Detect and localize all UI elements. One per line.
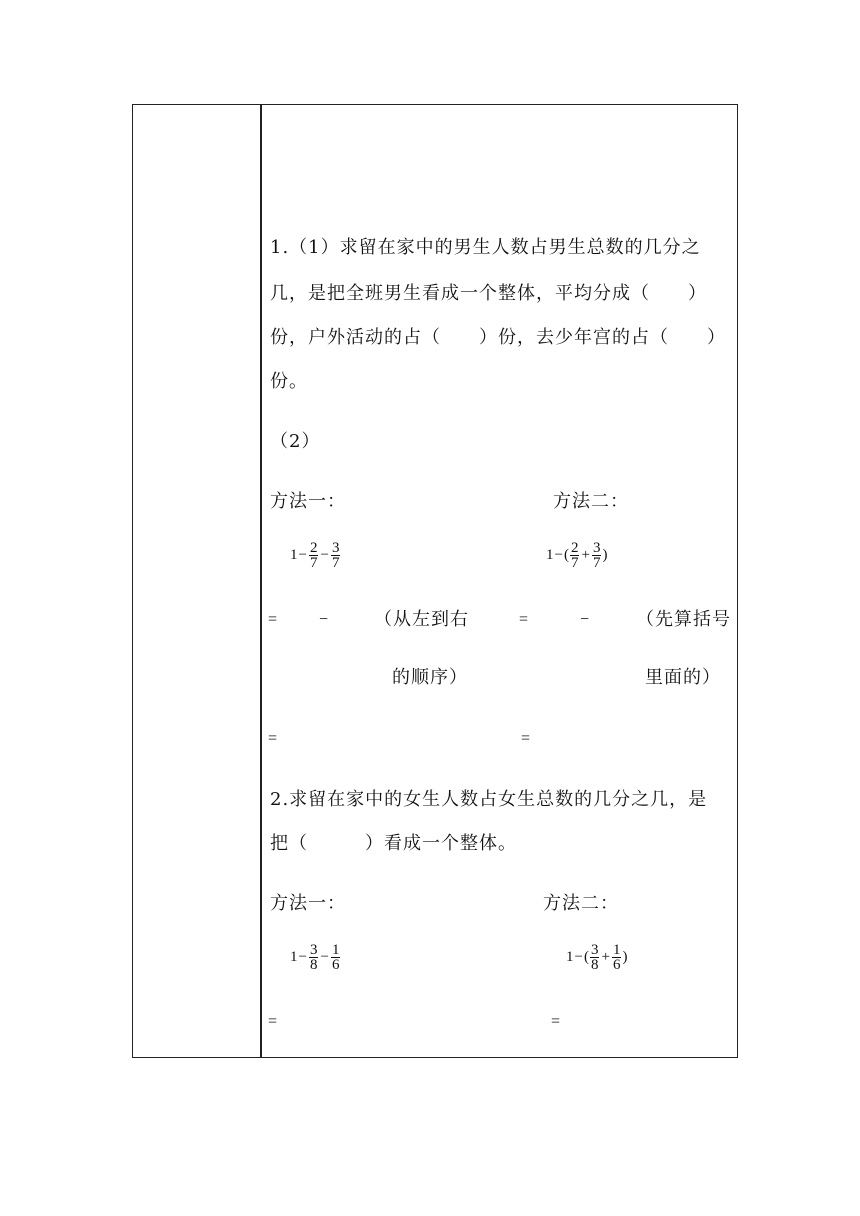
q2-line-1: 2.求留在家中的女生人数占女生总数的几分之几，是 <box>270 789 708 810</box>
numerator: 3 <box>590 942 599 958</box>
minus-sign: − <box>320 949 329 965</box>
q2-m2-equals: = <box>551 1013 562 1030</box>
q1-m1-equals-2: = <box>268 730 279 747</box>
q1-m2-note-b: 里面的） <box>645 667 721 688</box>
minus-sign: − <box>554 547 563 563</box>
column-divider <box>260 104 262 1058</box>
plus-sign: + <box>601 949 610 965</box>
q1-m2-minus: − <box>580 611 591 628</box>
q1-method-1-expression <box>290 541 341 570</box>
q1-line-2: 几，是把全班男生看成一个整体，平均分成（ ） <box>270 283 707 304</box>
q1-method-2-label: 方法二： <box>553 491 629 512</box>
numerator: 3 <box>309 942 318 958</box>
right-paren: ) <box>602 547 608 563</box>
q2-m1-equals: = <box>268 1013 279 1030</box>
denominator: 7 <box>592 555 601 571</box>
q1-m1-equals: = <box>268 611 279 628</box>
minus-sign: − <box>298 547 307 563</box>
numerator: 2 <box>309 540 318 556</box>
q1-m1-minus: − <box>319 611 330 628</box>
numerator: 2 <box>570 540 579 556</box>
whole-number: 1 <box>290 949 298 965</box>
q1-line-1: 1.（1）求留在家中的男生人数占男生总数的几分之 <box>270 237 701 258</box>
whole-number: 1 <box>546 547 554 563</box>
numerator: 3 <box>592 540 601 556</box>
fraction <box>331 943 341 972</box>
minus-sign: − <box>320 547 329 563</box>
fraction <box>570 541 580 570</box>
denominator: 6 <box>331 957 340 973</box>
q1-m1-note-a: （从左到右 <box>374 609 469 630</box>
denominator: 7 <box>570 555 579 571</box>
q1-m2-equals: = <box>519 611 530 628</box>
fraction <box>612 943 622 972</box>
numerator: 3 <box>331 540 340 556</box>
q2-method-2-label: 方法二： <box>543 893 619 914</box>
fraction <box>590 943 600 972</box>
minus-sign: − <box>298 949 307 965</box>
q1-m1-note-b: 的顺序） <box>392 667 468 688</box>
whole-number: 1 <box>566 949 574 965</box>
q2-method-1-expression <box>290 943 341 972</box>
denominator: 7 <box>331 555 340 571</box>
q1-method-1-label: 方法一： <box>270 491 346 512</box>
denominator: 8 <box>590 957 599 973</box>
left-paren: ( <box>583 949 589 965</box>
q2-method-1-label: 方法一： <box>270 893 346 914</box>
fraction <box>331 541 341 570</box>
minus-sign: − <box>574 949 583 965</box>
q2-line-2: 把（ ）看成一个整体。 <box>270 833 517 854</box>
q1-m2-note-a: （先算括号 <box>636 609 731 630</box>
q1-m2-equals-2: = <box>521 730 532 747</box>
numerator: 1 <box>331 942 340 958</box>
q1-line-4: 份。 <box>270 371 308 392</box>
denominator: 6 <box>612 957 621 973</box>
numerator: 1 <box>612 942 621 958</box>
left-paren: ( <box>563 547 569 563</box>
fraction <box>592 541 602 570</box>
q1-line-3: 份，户外活动的占（ ）份，去少年宫的占（ ） <box>270 327 726 348</box>
fraction <box>309 541 319 570</box>
right-paren: ) <box>622 949 628 965</box>
whole-number: 1 <box>290 547 298 563</box>
fraction <box>309 943 319 972</box>
q1-method-2-expression <box>546 541 607 570</box>
denominator: 7 <box>309 555 318 571</box>
plus-sign: + <box>581 547 590 563</box>
q1-part-2-label: （2） <box>270 431 321 452</box>
q2-method-2-expression <box>566 943 627 972</box>
denominator: 8 <box>309 957 318 973</box>
